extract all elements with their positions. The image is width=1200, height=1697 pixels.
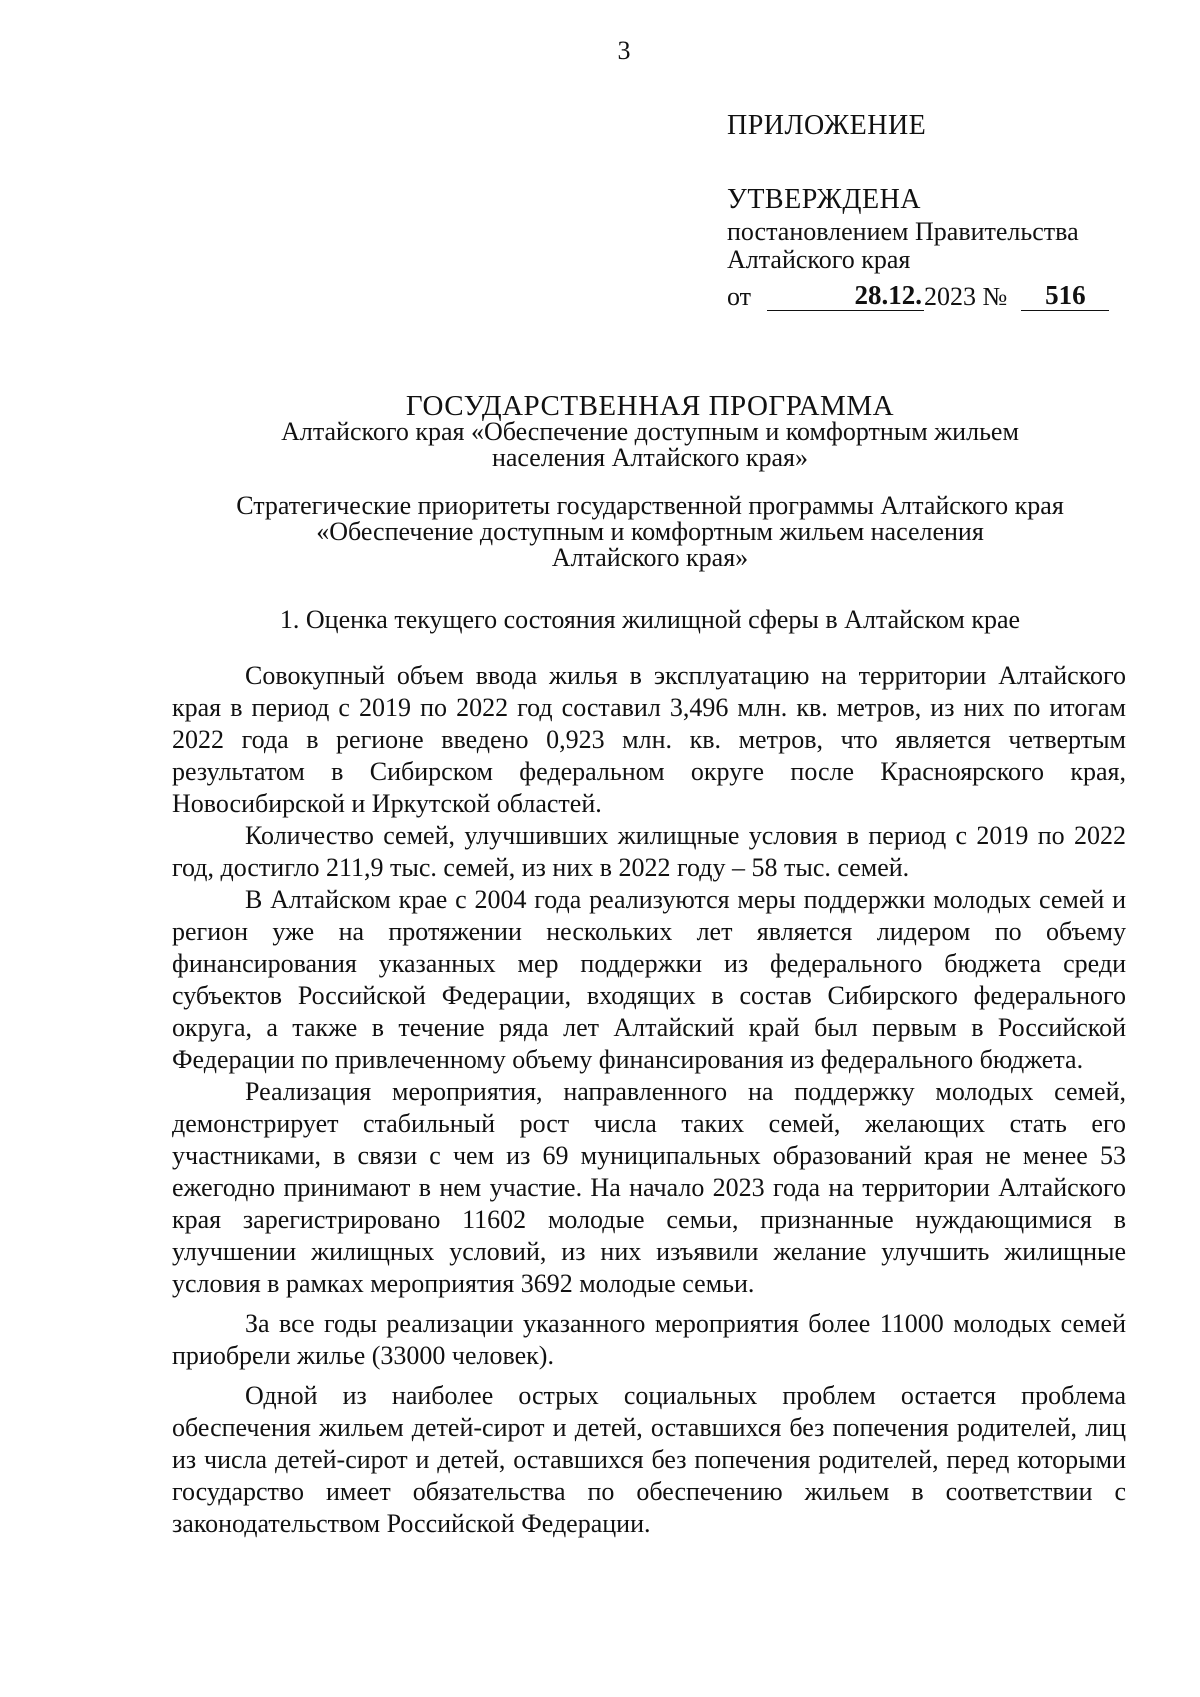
section-heading: 1. Оценка текущего состояния жилищной сферы в Алтайском крае bbox=[279, 605, 1021, 634]
program-heading: ГОСУДАРСТВЕННАЯ ПРОГРАММА bbox=[405, 390, 895, 422]
resolution-number: 516 bbox=[1021, 280, 1109, 311]
paragraph: Совокупный объем ввода жилья в эксплуатацию на территории Алтайского края в период с 2019 по 2022 год составил 3,496 млн. кв. метров, из них по итогам 2022 года в регионе введено 0,923 млн. кв. метров, что является четвертым результатом в Сибирском федеральном округе после Красноярского края, Новосибирской и Иркутской областей. bbox=[172, 661, 1126, 818]
paragraph: Реализация мероприятия, направленного на поддержку молодых семей, демонстрирует стабильный рост числа таких семей, желающих стать его участниками, в связи с чем из 69 муниципальных образований края не менее 53 ежегодно принимают в нем участие. На начало 2023 года на территории Алтайского края зарегистрировано 11602 молодые семьи, признанные нуждающимися в улучшении жилищных условий, из них изъявили желание улучшить жилищные условия в рамках мероприятия 3692 молодые семьи. bbox=[172, 1077, 1126, 1298]
paragraph: За все годы реализации указанного мероприятия более 11000 молодых семей приобрели жилье (33000 человек). bbox=[172, 1309, 1126, 1370]
body-text bbox=[172, 660, 1126, 1540]
priorities-title-line-1: Стратегические приоритеты государственной программы Алтайского края bbox=[236, 491, 1064, 520]
page-number: 3 bbox=[617, 36, 631, 65]
appendix-label: ПРИЛОЖЕНИЕ bbox=[727, 110, 927, 141]
approved-region-line: Алтайского края bbox=[727, 245, 911, 274]
paragraph: В Алтайском крае с 2004 года реализуются меры поддержки молодых семей и регион уже на протяжении нескольких лет является лидером по объему финансирования указанных мер поддержки из федерального бюджета среди субъектов Российской Федерации, входящих в состав Сибирского федерального округа, а также в течение ряда лет Алтайский край был первым в Российской Федерации по привлеченному объему финансирования из федерального бюджета. bbox=[172, 885, 1126, 1074]
approved-by-line: постановлением Правительства bbox=[727, 217, 1079, 246]
paragraph: Количество семей, улучшивших жилищные условия в период с 2019 по 2022 год, достигло 211,9 тыс. семей, из них в 2022 году – 58 тыс. семей. bbox=[172, 821, 1126, 882]
program-title-line-3: населения Алтайского края» bbox=[491, 443, 809, 472]
approved-label: УТВЕРЖДЕНА bbox=[727, 184, 922, 215]
resolution-date-line bbox=[727, 280, 1147, 311]
resolution-date: 28.12. bbox=[767, 280, 924, 311]
paragraph: Одной из наиболее острых социальных проблем остается проблема обеспечения жильем детей-сирот и детей, оставшихся без попечения родителей, лиц из числа детей-сирот и детей, оставшихся без попечения родителей, перед которыми государство имеет обязательства по обеспечению жильем в соответствии с законодательством Российской Федерации. bbox=[172, 1381, 1126, 1538]
program-title bbox=[130, 390, 1170, 472]
priorities-title bbox=[130, 493, 1170, 571]
from-label: от bbox=[727, 282, 752, 311]
priorities-title-line-2: «Обеспечение доступным и комфортным жильем населения bbox=[316, 517, 984, 546]
program-title-line-2: Алтайского края «Обеспечение доступным и комфортным жильем bbox=[281, 417, 1019, 446]
year-number-label: 2023 № bbox=[924, 282, 1008, 311]
approval-block bbox=[727, 112, 1147, 311]
priorities-title-line-3: Алтайского края» bbox=[551, 543, 749, 572]
